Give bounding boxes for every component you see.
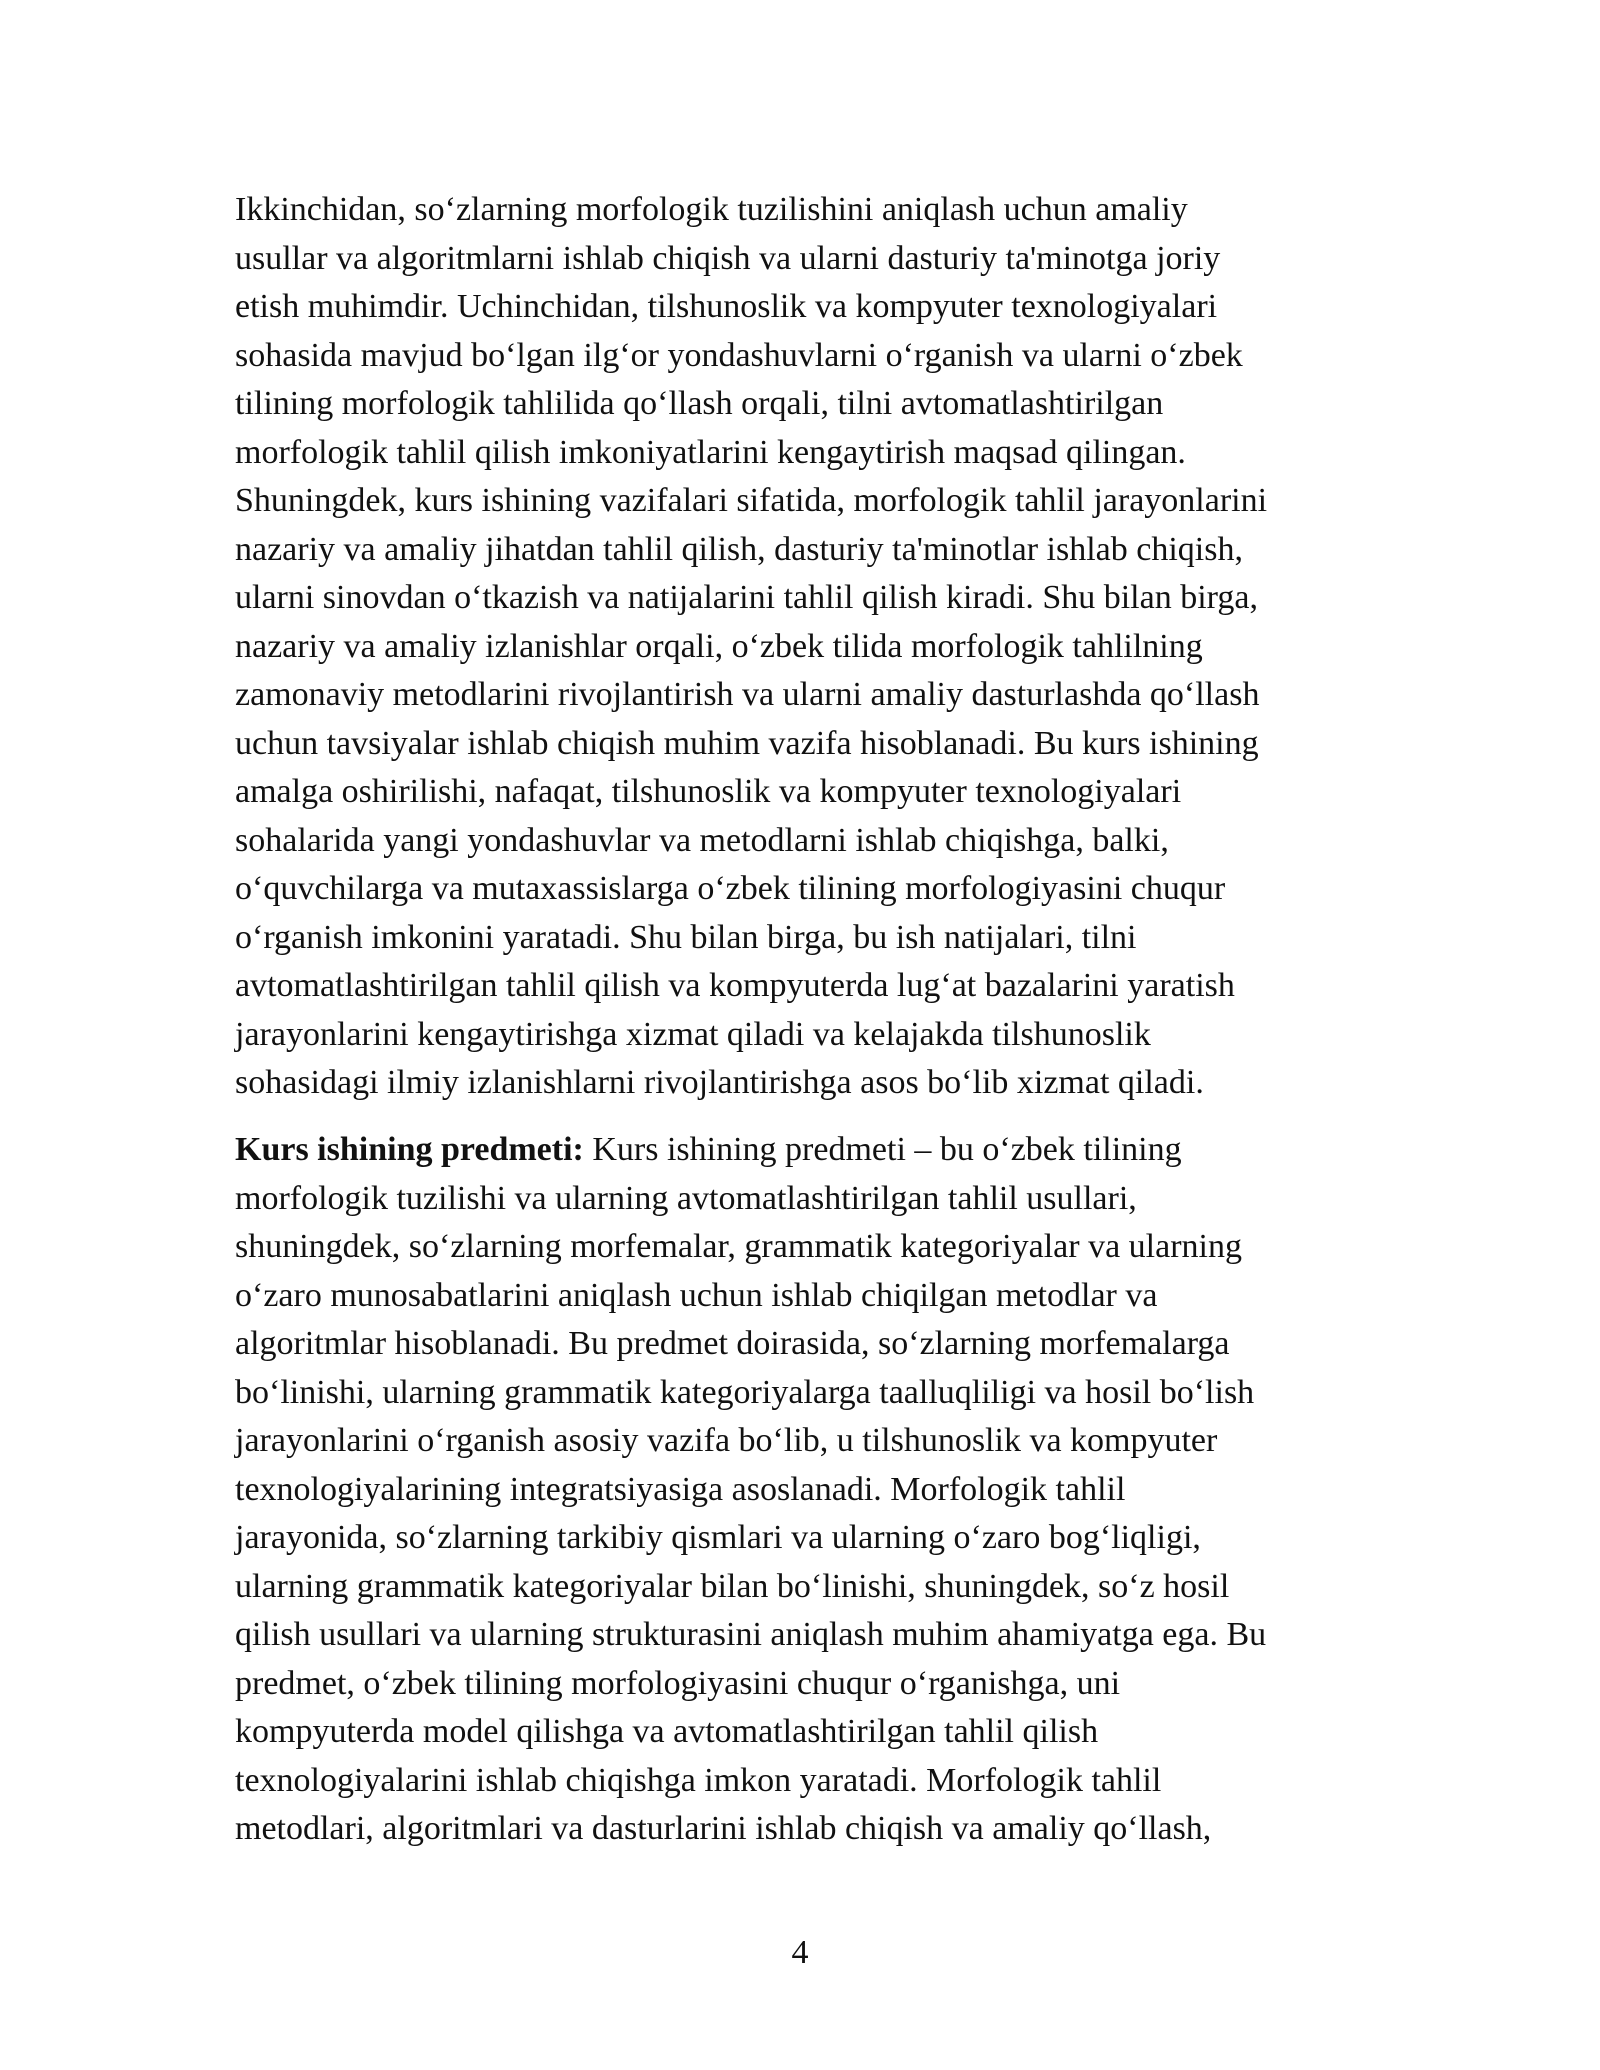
text-line: usullar va algoritmlarni ishlab chiqish va ularni dasturiy ta'minotga joriy — [235, 239, 1221, 277]
text-line: texnologiyalarini ishlab chiqishga imkon yaratadi. Morfologik tahlil — [235, 1761, 1162, 1799]
text-line: metodlari, algoritmlari va dasturlarini ishlab chiqish va amaliy qo‘llash, — [235, 1810, 1212, 1847]
text-line: morfologik tuzilishi va ularning avtomatlashtirilgan tahlil usullari, — [235, 1179, 1137, 1217]
text-line: avtomatlashtirilgan tahlil qilish va kompyuterda lug‘at bazalarini yaratish — [235, 967, 1235, 1004]
text-line: jarayonida, so‘zlarning tarkibiy qismlari va ularning o‘zaro bog‘liqligi, — [235, 1519, 1201, 1556]
paragraph-objectives — [235, 186, 1360, 1108]
text-line: predmet, o‘zbek tilining morfologiyasini chuqur o‘rganishga, uni — [235, 1664, 1121, 1702]
text-line: sohasidagi ilmiy izlanishlarni rivojlantirishga asos bo‘lib xizmat qiladi. — [235, 1064, 1204, 1101]
text-line: ularni sinovdan o‘tkazish va natijalarini tahlil qilish kiradi. Shu bilan birga, — [235, 579, 1258, 616]
text-line: jarayonlarini o‘rganish asosiy vazifa bo‘lib, u tilshunoslik va kompyuter — [235, 1422, 1218, 1459]
text-line: sohalarida yangi yondashuvlar va metodlarni ishlab chiqishga, balki, — [235, 821, 1169, 859]
text-line: morfologik tahlil qilish imkoniyatlarini kengaytirish maqsad qilingan. — [235, 433, 1186, 471]
text-line: algoritmlar hisoblanadi. Bu predmet doirasida, so‘zlarning morfemalarga — [235, 1325, 1230, 1362]
text-line: jarayonlarini kengaytirishga xizmat qiladi va kelajakda tilshunoslik — [235, 1015, 1151, 1053]
text-line: tilining morfologik tahlilida qo‘llash orqali, tilni avtomatlashtirilgan — [235, 385, 1164, 422]
text-fragment: Kurs ishining predmeti – bu o‘zbek tilining — [583, 1131, 1182, 1168]
text-line: o‘quvchilarga va mutaxassislarga o‘zbek tilining morfologiyasini chuqur — [235, 870, 1226, 907]
text-line: amalga oshirilishi, nafaqat, tilshunoslik va kompyuter texnologiyalari — [235, 773, 1182, 810]
text-line: zamonaviy metodlarini rivojlantirish va ularni amaliy dasturlashda qo‘llash — [235, 676, 1260, 713]
text-line: uchun tavsiyalar ishlab chiqish muhim vazifa hisoblanadi. Bu kurs ishining — [235, 724, 1259, 762]
text-line: shuningdek, so‘zlarning morfemalar, grammatik kategoriyalar va ularning — [235, 1228, 1242, 1265]
text-line: texnologiyalarining integratsiyasiga asoslanadi. Morfologik tahlil — [235, 1470, 1126, 1508]
text-line: qilish usullari va ularning strukturasini aniqlash muhim ahamiyatga ega. Bu — [235, 1616, 1267, 1653]
text-line: sohasida mavjud bo‘lgan ilg‘or yondashuvlarni o‘rganish va ularni o‘zbek — [235, 336, 1243, 374]
text-line: nazariy va amaliy jihatdan tahlil qilish, dasturiy ta'minotlar ishlab chiqish, — [235, 530, 1243, 568]
text-line: ularning grammatik kategoriyalar bilan bo‘linishi, shuningdek, so‘z hosil — [235, 1567, 1230, 1605]
text-line: nazariy va amaliy izlanishlar orqali, o‘zbek tilida morfologik tahlilning — [235, 627, 1203, 665]
text-line: bo‘linishi, ularning grammatik kategoriyalarga taalluqliligi va hosil bo‘lish — [235, 1373, 1255, 1411]
text-line: Ikkinchidan, so‘zlarning morfologik tuzilishini aniqlash uchun amaliy — [235, 191, 1188, 228]
paragraph-subject — [235, 1126, 1360, 1854]
text-line: o‘rganish imkonini yaratadi. Shu bilan birga, bu ish natijalari, tilni — [235, 918, 1137, 956]
text-line: etish muhimdir. Uchinchidan, tilshunoslik va kompyuter texnologiyalari — [235, 288, 1218, 325]
text-line: Shuningdek, kurs ishining vazifalari sifatida, morfologik tahlil jarayonlarini — [235, 482, 1268, 519]
section-heading-inline: Kurs ishining predmeti: — [235, 1131, 584, 1168]
text-line: kompyuterda model qilishga va avtomatlashtirilgan tahlil qilish — [235, 1713, 1099, 1750]
text-line — [235, 1126, 1360, 1175]
text-line: o‘zaro munosabatlarini aniqlash uchun ishlab chiqilgan metodlar va — [235, 1276, 1158, 1314]
page-number: 4 — [791, 1934, 809, 1971]
